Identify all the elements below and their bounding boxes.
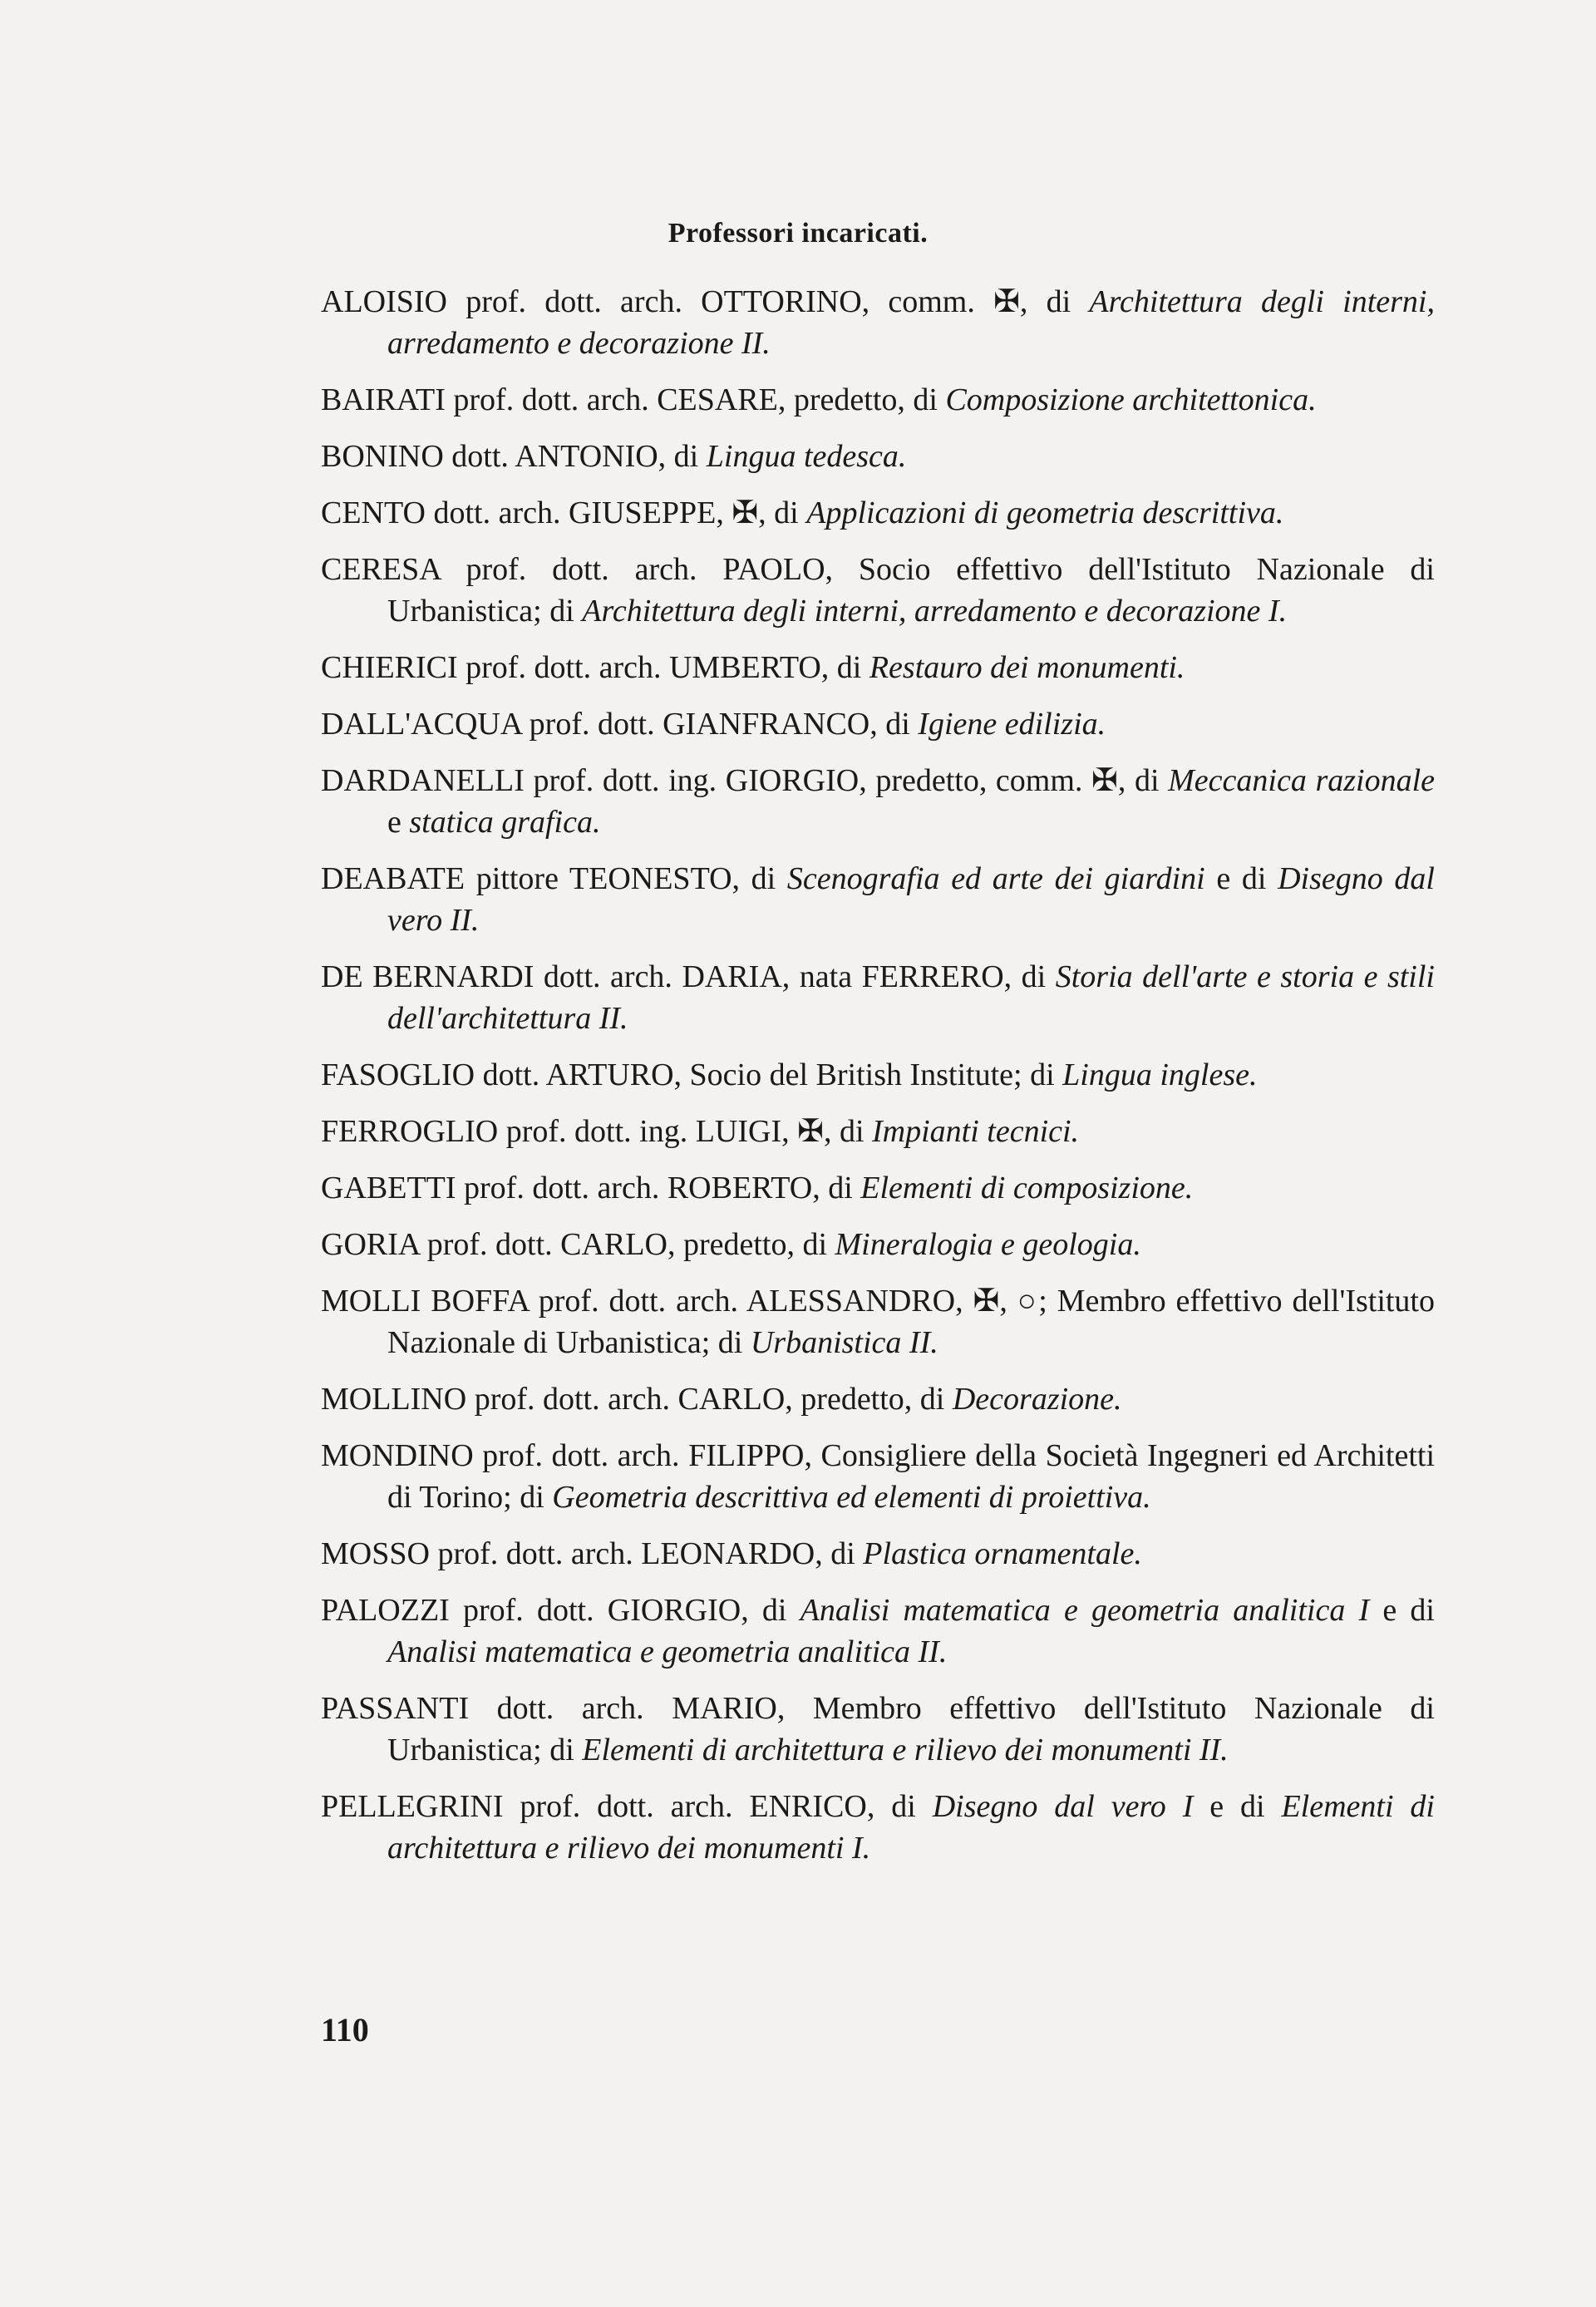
list-item xyxy=(321,1533,1435,1575)
list-item xyxy=(321,647,1435,688)
list-item xyxy=(321,1111,1435,1152)
course-name: Storia dell'arte e storia e stili dell'architettura II. xyxy=(387,959,1435,1036)
entry-text: e di xyxy=(1369,1593,1435,1628)
entry-text: BAIRATI prof. dott. arch. CESARE, predetto, di xyxy=(321,382,946,417)
list-item xyxy=(321,1054,1435,1096)
page-number: 110 xyxy=(321,2011,369,2048)
entry-text: CENTO dott. arch. GIUSEPPE, ✠, di xyxy=(321,495,807,530)
entry-text: PALOZZI prof. dott. GIORGIO, di xyxy=(321,1593,800,1628)
course-name: Elementi di architettura e rilievo dei monumenti II. xyxy=(582,1733,1229,1767)
entry-text: MONDINO prof. dott. arch. FILIPPO, Consigliere della Società Ingegneri ed Architetti di Torino; di xyxy=(321,1438,1435,1515)
course-name: Analisi matematica e geometria analitica II. xyxy=(387,1634,948,1669)
entry-text: GABETTI prof. dott. arch. ROBERTO, di xyxy=(321,1171,861,1205)
entry-text: DARDANELLI prof. dott. ing. GIORGIO, predetto, comm. ✠, di xyxy=(321,763,1169,798)
course-name: Applicazioni di geometria descrittiva. xyxy=(806,495,1284,530)
entry-text: MOLLI BOFFA prof. dott. arch. ALESSANDRO, ✠, ○; Membro effettivo dell'Istituto Nazionale di Urbanistica; di xyxy=(321,1284,1435,1360)
course-name: Elementi di architettura e rilievo dei monumenti I. xyxy=(387,1789,1435,1866)
list-item xyxy=(321,549,1435,632)
entry-text: ALOISIO prof. dott. arch. OTTORINO, comm. ✠, di xyxy=(321,284,1090,319)
list-item xyxy=(321,1590,1435,1673)
course-name: Disegno dal vero II. xyxy=(387,861,1435,938)
course-name: Composizione architettonica. xyxy=(945,382,1317,417)
entry-text: FERROGLIO prof. dott. ing. LUIGI, ✠, di xyxy=(321,1114,873,1149)
entry-text: FASOGLIO dott. ARTURO, Socio del British Institute; di xyxy=(321,1057,1063,1092)
course-name: Architettura degli interni, arredamento e decorazione II. xyxy=(387,284,1435,361)
course-name: Meccanica razionale xyxy=(1168,763,1436,798)
list-item xyxy=(321,1167,1435,1209)
list-item xyxy=(321,281,1435,364)
entry-text: CHIERICI prof. dott. arch. UMBERTO, di xyxy=(321,650,869,685)
entry-text: CERESA prof. dott. arch. PAOLO, Socio effettivo dell'Istituto Nazionale di Urbanistica; di xyxy=(321,552,1435,629)
entry-text: PASSANTI dott. arch. MARIO, Membro effettivo dell'Istituto Nazionale di Urbanistica; di xyxy=(321,1691,1435,1767)
course-name: Disegno dal vero I xyxy=(932,1789,1194,1824)
course-name: Elementi di composizione. xyxy=(860,1171,1194,1205)
section-heading: Professori incaricati. xyxy=(667,218,929,249)
list-item xyxy=(321,436,1435,477)
list-item xyxy=(321,379,1435,421)
course-name: Decorazione. xyxy=(952,1382,1122,1417)
list-item xyxy=(321,858,1435,941)
course-name: Restauro dei monumenti. xyxy=(869,650,1185,685)
course-name: Mineralogia e geologia. xyxy=(835,1227,1141,1262)
course-name: Scenografia ed arte dei giardini xyxy=(786,861,1205,896)
entry-text: e xyxy=(387,805,410,840)
list-item xyxy=(321,1435,1435,1518)
list-item xyxy=(321,1786,1435,1869)
entry-text: DEABATE pittore TEONESTO, di xyxy=(321,861,787,896)
course-name: Analisi matematica e geometria analitica I xyxy=(800,1593,1370,1628)
entry-text: GORIA prof. dott. CARLO, predetto, di xyxy=(321,1227,835,1262)
course-name: Lingua inglese. xyxy=(1062,1057,1258,1092)
list-item xyxy=(321,956,1435,1039)
entry-text: BONINO dott. ANTONIO, di xyxy=(321,439,707,474)
entry-text: PELLEGRINI prof. dott. arch. ENRICO, di xyxy=(321,1789,933,1824)
entry-text: DALL'ACQUA prof. dott. GIANFRANCO, di xyxy=(321,707,919,742)
course-name: Igiene edilizia. xyxy=(918,707,1106,742)
course-name: statica grafica. xyxy=(409,805,601,840)
list-item xyxy=(321,1280,1435,1363)
entry-text: MOLLINO prof. dott. arch. CARLO, predetto, di xyxy=(321,1382,953,1417)
faculty-list xyxy=(321,281,1435,1884)
course-name: Impianti tecnici. xyxy=(872,1114,1080,1149)
entry-text: e di xyxy=(1204,861,1278,896)
course-name: Geometria descrittiva ed elementi di proiettiva. xyxy=(552,1480,1151,1515)
list-item xyxy=(321,1224,1435,1265)
list-item xyxy=(321,703,1435,745)
list-item xyxy=(321,1378,1435,1420)
entry-text: DE BERNARDI dott. arch. DARIA, nata FERRERO, di xyxy=(321,959,1056,994)
course-name: Plastica ornamentale. xyxy=(863,1536,1142,1571)
course-name: Architettura degli interni, arredamento e decorazione I. xyxy=(582,594,1288,629)
course-name: Lingua tedesca. xyxy=(706,439,907,474)
list-item xyxy=(321,1688,1435,1771)
list-item xyxy=(321,760,1435,843)
list-item xyxy=(321,492,1435,534)
entry-text: MOSSO prof. dott. arch. LEONARDO, di xyxy=(321,1536,864,1571)
entry-text: e di xyxy=(1193,1789,1282,1824)
course-name: Urbanistica II. xyxy=(750,1325,938,1360)
